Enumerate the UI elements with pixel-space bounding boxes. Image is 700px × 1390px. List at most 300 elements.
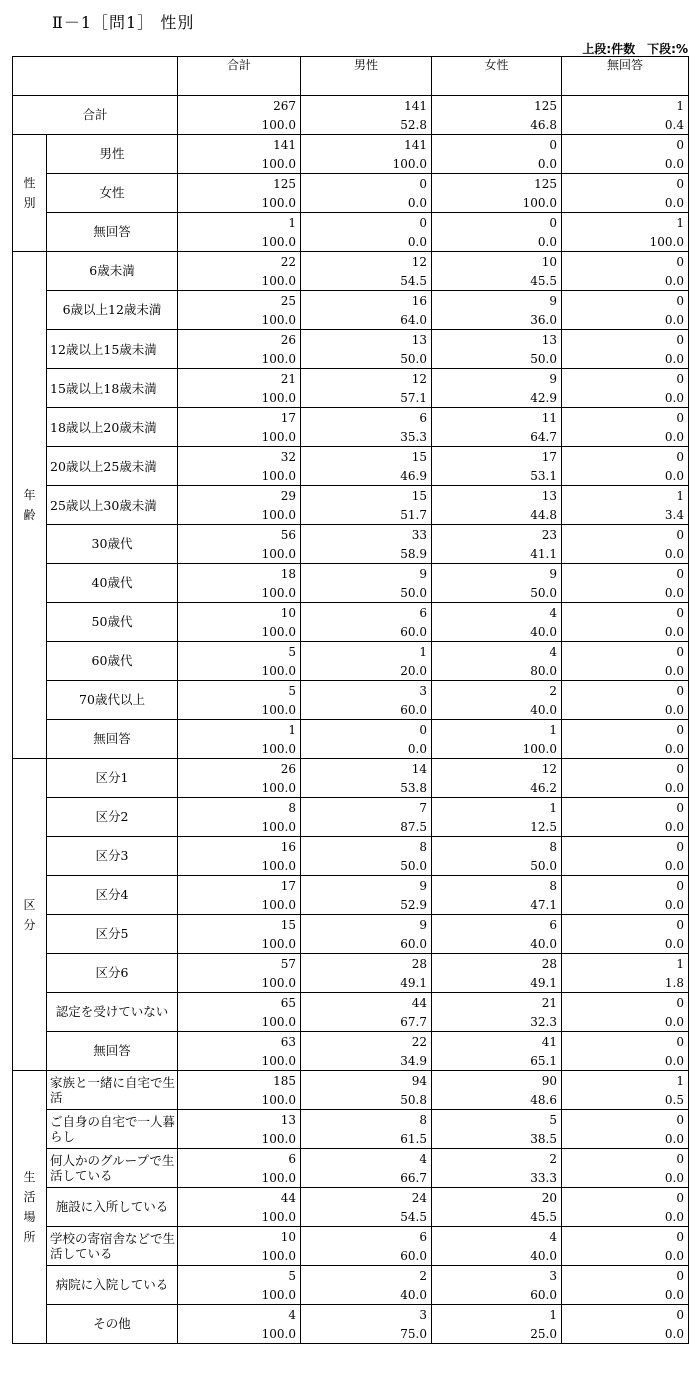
count-cell: 28 [301, 954, 432, 974]
row-label: 認定を受けていない [47, 993, 178, 1032]
count-cell: 9 [432, 369, 562, 389]
table-row [13, 1305, 689, 1325]
table-row [13, 252, 689, 272]
table-row [13, 1227, 689, 1247]
percent-cell: 0.0 [432, 154, 562, 174]
count-cell: 5 [178, 1266, 301, 1286]
count-cell: 2 [432, 681, 562, 701]
percent-cell: 0.0 [562, 1168, 689, 1188]
count-cell: 0 [562, 291, 689, 311]
percent-cell: 87.5 [301, 817, 432, 837]
percent-cell: 41.1 [432, 544, 562, 564]
table-row [13, 954, 689, 974]
table-row [13, 681, 689, 701]
row-label: 区分5 [47, 915, 178, 954]
count-cell: 13 [432, 486, 562, 506]
count-cell: 0 [562, 447, 689, 467]
count-cell: 0 [562, 642, 689, 662]
percent-cell: 0.0 [562, 1324, 689, 1344]
count-cell: 0 [301, 213, 432, 233]
percent-cell: 100.0 [178, 388, 301, 408]
percent-cell: 0.0 [562, 193, 689, 213]
percent-cell: 100.0 [178, 700, 301, 720]
table-row [13, 213, 689, 233]
percent-cell: 0.0 [562, 1285, 689, 1305]
percent-cell: 100.0 [178, 622, 301, 642]
column-header: 無回答 [562, 57, 689, 96]
table-row [13, 135, 689, 155]
count-cell: 0 [562, 1305, 689, 1325]
count-cell: 6 [178, 1149, 301, 1169]
count-cell: 0 [562, 993, 689, 1013]
row-label: 区分4 [47, 876, 178, 915]
count-cell: 63 [178, 1032, 301, 1052]
percent-cell: 54.5 [301, 1207, 432, 1227]
count-cell: 8 [301, 837, 432, 857]
table-row [13, 603, 689, 623]
count-cell: 33 [301, 525, 432, 545]
row-label: 60歳代 [47, 642, 178, 681]
percent-cell: 0.0 [301, 739, 432, 759]
count-cell: 9 [301, 564, 432, 584]
percent-cell: 25.0 [432, 1324, 562, 1344]
count-cell: 13 [178, 1110, 301, 1130]
count-cell: 10 [432, 252, 562, 272]
category-text: 区分 [23, 897, 36, 932]
count-cell: 57 [178, 954, 301, 974]
table-row [13, 369, 689, 389]
percent-cell: 0.0 [562, 349, 689, 369]
count-cell: 4 [432, 603, 562, 623]
count-cell: 0 [562, 1110, 689, 1130]
percent-cell: 80.0 [432, 661, 562, 681]
count-cell: 0 [562, 1149, 689, 1169]
count-cell: 125 [178, 174, 301, 194]
count-cell: 8 [432, 876, 562, 896]
percent-cell: 60.0 [301, 700, 432, 720]
row-label: 区分6 [47, 954, 178, 993]
percent-cell: 60.0 [301, 934, 432, 954]
row-label: 合計 [13, 96, 178, 135]
percent-cell: 40.0 [432, 934, 562, 954]
count-cell: 7 [301, 798, 432, 818]
row-label: 15歳以上18歳未満 [47, 369, 178, 408]
percent-cell: 0.0 [562, 427, 689, 447]
percent-cell: 0.0 [301, 232, 432, 252]
count-cell: 125 [432, 96, 562, 116]
category-label [13, 1071, 47, 1344]
percent-cell: 0.0 [562, 1207, 689, 1227]
table-row [13, 408, 689, 428]
count-cell: 1 [562, 486, 689, 506]
count-cell: 10 [178, 603, 301, 623]
percent-cell: 57.1 [301, 388, 432, 408]
percent-cell: 100.0 [178, 427, 301, 447]
percent-cell: 0.0 [562, 271, 689, 291]
percent-cell: 100.0 [178, 505, 301, 525]
row-label: 区分2 [47, 798, 178, 837]
percent-cell: 100.0 [178, 544, 301, 564]
table-row [13, 759, 689, 779]
count-cell: 0 [562, 525, 689, 545]
count-cell: 9 [301, 915, 432, 935]
count-cell: 1 [562, 213, 689, 233]
table-row [13, 798, 689, 818]
percent-cell: 100.0 [178, 1285, 301, 1305]
table-row [13, 291, 689, 311]
table-row [13, 915, 689, 935]
percent-cell: 50.0 [432, 856, 562, 876]
percent-cell: 100.0 [178, 739, 301, 759]
count-cell: 9 [301, 876, 432, 896]
row-label: 無回答 [47, 1032, 178, 1071]
table-row [13, 876, 689, 896]
count-cell: 8 [178, 798, 301, 818]
count-cell: 15 [301, 486, 432, 506]
count-cell: 125 [432, 174, 562, 194]
percent-cell: 49.1 [301, 973, 432, 993]
count-cell: 0 [562, 408, 689, 428]
percent-cell: 0.0 [301, 193, 432, 213]
percent-cell: 35.3 [301, 427, 432, 447]
percent-cell: 100.0 [178, 895, 301, 915]
percent-cell: 100.0 [178, 583, 301, 603]
count-cell: 10 [178, 1227, 301, 1247]
units-note: 上段:件数 下段:% [582, 42, 688, 56]
percent-cell: 3.4 [562, 505, 689, 525]
row-label: 学校の寄宿舎などで生活している [47, 1227, 178, 1266]
percent-cell: 46.2 [432, 778, 562, 798]
table-row [13, 330, 689, 350]
percent-cell: 1.8 [562, 973, 689, 993]
percent-cell: 100.0 [178, 856, 301, 876]
category-text: 生活場所 [23, 1170, 36, 1244]
percent-cell: 50.8 [301, 1090, 432, 1110]
percent-cell: 0.0 [562, 856, 689, 876]
row-label: 12歳以上15歳未満 [47, 330, 178, 369]
percent-cell: 45.5 [432, 1207, 562, 1227]
count-cell: 141 [301, 135, 432, 155]
percent-cell: 100.0 [432, 193, 562, 213]
percent-cell: 60.0 [301, 622, 432, 642]
crosstab-table [12, 56, 689, 1344]
column-header: 女性 [432, 57, 562, 96]
count-cell: 6 [301, 1227, 432, 1247]
count-cell: 0 [562, 681, 689, 701]
count-cell: 9 [432, 291, 562, 311]
count-cell: 3 [301, 681, 432, 701]
count-cell: 0 [562, 1266, 689, 1286]
percent-cell: 66.7 [301, 1168, 432, 1188]
percent-cell: 36.0 [432, 310, 562, 330]
count-cell: 2 [432, 1149, 562, 1169]
count-cell: 0 [562, 330, 689, 350]
count-cell: 4 [301, 1149, 432, 1169]
count-cell: 1 [562, 96, 689, 116]
percent-cell: 51.7 [301, 505, 432, 525]
percent-cell: 0.0 [562, 661, 689, 681]
percent-cell: 0.0 [432, 232, 562, 252]
count-cell: 28 [432, 954, 562, 974]
percent-cell: 0.0 [562, 895, 689, 915]
table-row [13, 720, 689, 740]
percent-cell: 100.0 [178, 1051, 301, 1071]
count-cell: 0 [301, 720, 432, 740]
count-cell: 0 [562, 603, 689, 623]
percent-cell: 75.0 [301, 1324, 432, 1344]
count-cell: 5 [178, 642, 301, 662]
row-label: 50歳代 [47, 603, 178, 642]
table-row [13, 642, 689, 662]
percent-cell: 0.0 [562, 934, 689, 954]
percent-cell: 38.5 [432, 1129, 562, 1149]
count-cell: 15 [178, 915, 301, 935]
count-cell: 11 [432, 408, 562, 428]
count-cell: 12 [301, 369, 432, 389]
count-cell: 6 [432, 915, 562, 935]
table-row [13, 447, 689, 467]
percent-cell: 53.8 [301, 778, 432, 798]
percent-cell: 100.0 [178, 1246, 301, 1266]
table-row [13, 1149, 689, 1169]
percent-cell: 100.0 [178, 1324, 301, 1344]
percent-cell: 0.0 [562, 739, 689, 759]
percent-cell: 100.0 [178, 817, 301, 837]
percent-cell: 0.0 [562, 154, 689, 174]
percent-cell: 100.0 [178, 115, 301, 135]
percent-cell: 45.5 [432, 271, 562, 291]
table-row [13, 525, 689, 545]
header-row [13, 57, 689, 96]
count-cell: 0 [301, 174, 432, 194]
count-cell: 25 [178, 291, 301, 311]
count-cell: 14 [301, 759, 432, 779]
percent-cell: 53.1 [432, 466, 562, 486]
count-cell: 0 [562, 837, 689, 857]
percent-cell: 61.5 [301, 1129, 432, 1149]
count-cell: 0 [562, 252, 689, 272]
percent-cell: 60.0 [432, 1285, 562, 1305]
count-cell: 1 [178, 720, 301, 740]
row-label: 男性 [47, 135, 178, 174]
count-cell: 2 [301, 1266, 432, 1286]
row-label: 6歳以上12歳未満 [47, 291, 178, 330]
page-title: Ⅱ－1［問1］ 性別 [52, 13, 195, 32]
row-label: 18歳以上20歳未満 [47, 408, 178, 447]
row-label: 区分3 [47, 837, 178, 876]
percent-cell: 49.1 [432, 973, 562, 993]
table-row [13, 1071, 689, 1091]
count-cell: 13 [301, 330, 432, 350]
column-header: 男性 [301, 57, 432, 96]
percent-cell: 0.0 [562, 466, 689, 486]
count-cell: 0 [562, 135, 689, 155]
count-cell: 141 [178, 135, 301, 155]
table-row [13, 564, 689, 584]
percent-cell: 100.0 [178, 1207, 301, 1227]
category-label [13, 759, 47, 1071]
row-label: 無回答 [47, 213, 178, 252]
count-cell: 32 [178, 447, 301, 467]
percent-cell: 58.9 [301, 544, 432, 564]
percent-cell: 40.0 [432, 622, 562, 642]
percent-cell: 47.1 [432, 895, 562, 915]
count-cell: 65 [178, 993, 301, 1013]
count-cell: 0 [562, 759, 689, 779]
count-cell: 267 [178, 96, 301, 116]
percent-cell: 52.8 [301, 115, 432, 135]
count-cell: 20 [432, 1188, 562, 1208]
percent-cell: 0.0 [562, 700, 689, 720]
table-row [13, 993, 689, 1013]
count-cell: 5 [432, 1110, 562, 1130]
percent-cell: 0.0 [562, 817, 689, 837]
percent-cell: 100.0 [178, 349, 301, 369]
row-label: ご自身の自宅で一人暮らし [47, 1110, 178, 1149]
count-cell: 1 [432, 1305, 562, 1325]
row-label: 病院に入院している [47, 1266, 178, 1305]
count-cell: 56 [178, 525, 301, 545]
count-cell: 44 [178, 1188, 301, 1208]
category-text: 性別 [23, 176, 36, 210]
count-cell: 1 [432, 720, 562, 740]
percent-cell: 100.0 [178, 661, 301, 681]
count-cell: 0 [432, 135, 562, 155]
count-cell: 4 [432, 642, 562, 662]
count-cell: 1 [301, 642, 432, 662]
count-cell: 6 [301, 408, 432, 428]
table-row [13, 1110, 689, 1130]
percent-cell: 100.0 [178, 973, 301, 993]
count-cell: 18 [178, 564, 301, 584]
percent-cell: 46.8 [432, 115, 562, 135]
count-cell: 21 [432, 993, 562, 1013]
percent-cell: 0.4 [562, 115, 689, 135]
percent-cell: 0.0 [562, 778, 689, 798]
count-cell: 8 [432, 837, 562, 857]
percent-cell: 67.7 [301, 1012, 432, 1032]
count-cell: 0 [432, 213, 562, 233]
count-cell: 141 [301, 96, 432, 116]
table-row [13, 1188, 689, 1208]
percent-cell: 33.3 [432, 1168, 562, 1188]
percent-cell: 0.0 [562, 388, 689, 408]
percent-cell: 0.0 [562, 622, 689, 642]
percent-cell: 12.5 [432, 817, 562, 837]
count-cell: 9 [432, 564, 562, 584]
percent-cell: 60.0 [301, 1246, 432, 1266]
percent-cell: 100.0 [178, 310, 301, 330]
row-label: 女性 [47, 174, 178, 213]
count-cell: 0 [562, 1227, 689, 1247]
count-cell: 3 [301, 1305, 432, 1325]
percent-cell: 50.0 [301, 583, 432, 603]
count-cell: 0 [562, 369, 689, 389]
count-cell: 16 [301, 291, 432, 311]
percent-cell: 0.0 [562, 310, 689, 330]
percent-cell: 100.0 [178, 232, 301, 252]
count-cell: 0 [562, 1188, 689, 1208]
percent-cell: 50.0 [432, 349, 562, 369]
row-label: 30歳代 [47, 525, 178, 564]
row-label: 無回答 [47, 720, 178, 759]
count-cell: 1 [178, 213, 301, 233]
percent-cell: 0.5 [562, 1090, 689, 1110]
count-cell: 4 [432, 1227, 562, 1247]
count-cell: 0 [562, 174, 689, 194]
percent-cell: 34.9 [301, 1051, 432, 1071]
percent-cell: 64.7 [432, 427, 562, 447]
percent-cell: 0.0 [562, 1246, 689, 1266]
row-label: 区分1 [47, 759, 178, 798]
count-cell: 0 [562, 564, 689, 584]
count-cell: 1 [432, 798, 562, 818]
count-cell: 22 [178, 252, 301, 272]
count-cell: 3 [432, 1266, 562, 1286]
count-cell: 94 [301, 1071, 432, 1091]
percent-cell: 100.0 [178, 1090, 301, 1110]
percent-cell: 100.0 [178, 1012, 301, 1032]
category-text: 年齢 [23, 488, 36, 522]
count-cell: 12 [432, 759, 562, 779]
percent-cell: 100.0 [178, 271, 301, 291]
percent-cell: 100.0 [178, 1168, 301, 1188]
count-cell: 1 [562, 1071, 689, 1091]
table-row [13, 96, 689, 116]
table-body [13, 57, 689, 1344]
count-cell: 23 [432, 525, 562, 545]
table-row [13, 486, 689, 506]
row-label: 6歳未満 [47, 252, 178, 291]
percent-cell: 100.0 [178, 934, 301, 954]
count-cell: 21 [178, 369, 301, 389]
percent-cell: 100.0 [301, 154, 432, 174]
count-cell: 1 [562, 954, 689, 974]
count-cell: 41 [432, 1032, 562, 1052]
header-corner [13, 57, 178, 96]
count-cell: 26 [178, 330, 301, 350]
table-row [13, 1266, 689, 1286]
percent-cell: 0.0 [562, 1129, 689, 1149]
count-cell: 24 [301, 1188, 432, 1208]
count-cell: 13 [432, 330, 562, 350]
percent-cell: 50.0 [301, 856, 432, 876]
count-cell: 185 [178, 1071, 301, 1091]
percent-cell: 32.3 [432, 1012, 562, 1032]
row-label: 施設に入所している [47, 1188, 178, 1227]
row-label: 20歳以上25歳未満 [47, 447, 178, 486]
percent-cell: 52.9 [301, 895, 432, 915]
percent-cell: 50.0 [301, 349, 432, 369]
row-label: その他 [47, 1305, 178, 1344]
percent-cell: 100.0 [178, 466, 301, 486]
count-cell: 15 [301, 447, 432, 467]
percent-cell: 100.0 [178, 1129, 301, 1149]
percent-cell: 42.9 [432, 388, 562, 408]
row-label: 何人かのグループで生活している [47, 1149, 178, 1188]
percent-cell: 100.0 [562, 232, 689, 252]
percent-cell: 50.0 [432, 583, 562, 603]
count-cell: 26 [178, 759, 301, 779]
percent-cell: 65.1 [432, 1051, 562, 1071]
percent-cell: 100.0 [178, 154, 301, 174]
count-cell: 4 [178, 1305, 301, 1325]
percent-cell: 0.0 [562, 544, 689, 564]
row-label: 25歳以上30歳未満 [47, 486, 178, 525]
table-row [13, 837, 689, 857]
percent-cell: 0.0 [562, 1012, 689, 1032]
column-header: 合計 [178, 57, 301, 96]
